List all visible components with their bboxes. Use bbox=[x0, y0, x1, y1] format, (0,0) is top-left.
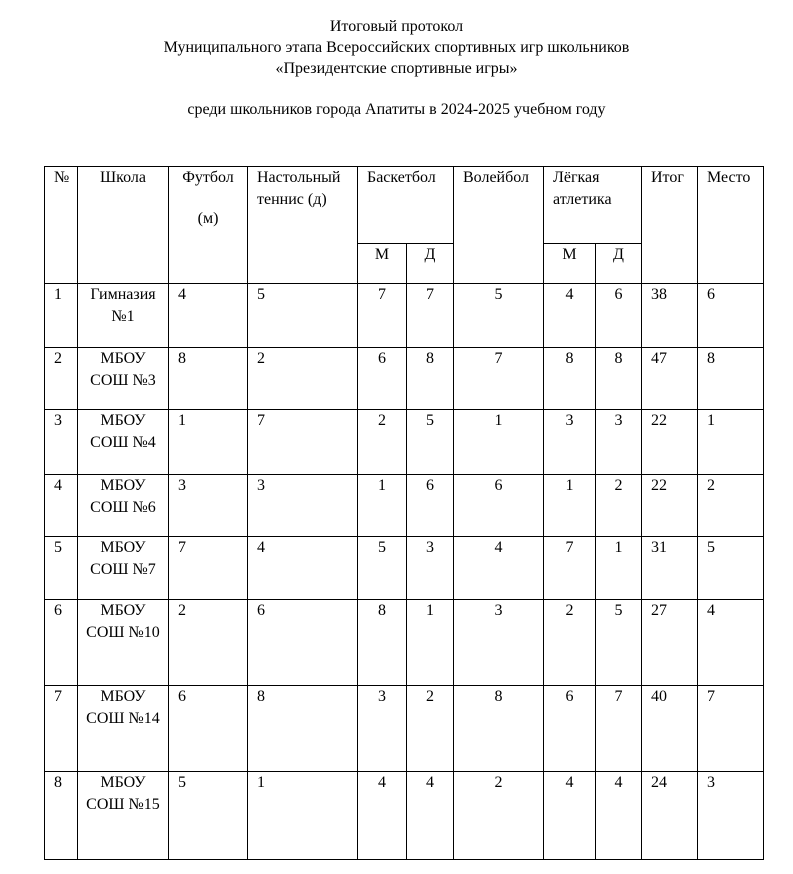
table-row bbox=[45, 284, 764, 348]
cell-place: 6 bbox=[698, 284, 764, 348]
col-header-total: Итог bbox=[642, 167, 698, 284]
cell-basketball-d: 2 bbox=[407, 686, 454, 772]
cell-basketball-m: 4 bbox=[358, 772, 407, 860]
cell-athletics-d: 6 bbox=[596, 284, 642, 348]
cell-athletics-m: 3 bbox=[544, 410, 596, 475]
col-header-volleyball: Волейбол bbox=[454, 167, 544, 284]
cell-tennis: 6 bbox=[248, 600, 358, 686]
table-row bbox=[45, 600, 764, 686]
cell-athletics-m: 4 bbox=[544, 772, 596, 860]
table-row bbox=[45, 475, 764, 537]
cell-tennis: 3 bbox=[248, 475, 358, 537]
protocol-header bbox=[0, 16, 793, 79]
cell-volleyball: 7 bbox=[454, 348, 544, 410]
cell-school: МБОУ СОШ №10 bbox=[78, 600, 169, 686]
header-city-year: среди школьников города Апатиты в 2024-2025 учебном году bbox=[187, 101, 606, 118]
cell-num: 2 bbox=[45, 348, 78, 410]
cell-athletics-d: 3 bbox=[596, 410, 642, 475]
col-header-place: Место bbox=[698, 167, 764, 284]
cell-athletics-d: 8 bbox=[596, 348, 642, 410]
cell-athletics-m: 2 bbox=[544, 600, 596, 686]
cell-volleyball: 1 bbox=[454, 410, 544, 475]
cell-num: 7 bbox=[45, 686, 78, 772]
cell-tennis: 8 bbox=[248, 686, 358, 772]
cell-num: 5 bbox=[45, 537, 78, 600]
cell-athletics-d: 1 bbox=[596, 537, 642, 600]
protocol-subheader bbox=[0, 99, 793, 120]
table-row bbox=[45, 537, 764, 600]
col-header-basketball-m: М bbox=[358, 244, 407, 284]
cell-tennis: 7 bbox=[248, 410, 358, 475]
cell-total: 24 bbox=[642, 772, 698, 860]
cell-athletics-m: 1 bbox=[544, 475, 596, 537]
cell-volleyball: 3 bbox=[454, 600, 544, 686]
table-row bbox=[45, 686, 764, 772]
cell-school: МБОУ СОШ №7 bbox=[78, 537, 169, 600]
table-row bbox=[45, 410, 764, 475]
cell-basketball-d: 6 bbox=[407, 475, 454, 537]
cell-total: 40 bbox=[642, 686, 698, 772]
cell-tennis: 2 bbox=[248, 348, 358, 410]
cell-num: 3 bbox=[45, 410, 78, 475]
header-games-name: «Президентские спортивные игры» bbox=[275, 60, 518, 77]
cell-total: 31 bbox=[642, 537, 698, 600]
cell-athletics-m: 7 bbox=[544, 537, 596, 600]
table-row bbox=[45, 772, 764, 860]
cell-football: 5 bbox=[169, 772, 248, 860]
cell-basketball-d: 7 bbox=[407, 284, 454, 348]
cell-place: 4 bbox=[698, 600, 764, 686]
cell-num: 8 bbox=[45, 772, 78, 860]
cell-total: 27 bbox=[642, 600, 698, 686]
table-header-row bbox=[45, 167, 764, 244]
table-row bbox=[45, 348, 764, 410]
cell-volleyball: 5 bbox=[454, 284, 544, 348]
cell-num: 1 bbox=[45, 284, 78, 348]
cell-school: МБОУ СОШ №4 bbox=[78, 410, 169, 475]
cell-athletics-m: 8 bbox=[544, 348, 596, 410]
cell-football: 4 bbox=[169, 284, 248, 348]
col-header-athletics-m: М bbox=[544, 244, 596, 284]
cell-tennis: 1 bbox=[248, 772, 358, 860]
cell-school: МБОУ СОШ №3 bbox=[78, 348, 169, 410]
col-header-num: № bbox=[45, 167, 78, 284]
cell-football: 2 bbox=[169, 600, 248, 686]
cell-basketball-m: 6 bbox=[358, 348, 407, 410]
cell-football: 3 bbox=[169, 475, 248, 537]
col-header-football-label: Футбол bbox=[182, 169, 234, 186]
cell-basketball-m: 5 bbox=[358, 537, 407, 600]
cell-place: 8 bbox=[698, 348, 764, 410]
results-table bbox=[44, 166, 764, 860]
col-header-athletics: Лёгкая атлетика bbox=[544, 167, 642, 244]
cell-num: 6 bbox=[45, 600, 78, 686]
cell-basketball-d: 4 bbox=[407, 772, 454, 860]
cell-total: 22 bbox=[642, 410, 698, 475]
header-event: Муниципального этапа Всероссийских спортивных игр школьников bbox=[163, 39, 630, 56]
col-header-football bbox=[169, 167, 248, 284]
cell-basketball-m: 7 bbox=[358, 284, 407, 348]
cell-place: 5 bbox=[698, 537, 764, 600]
cell-football: 8 bbox=[169, 348, 248, 410]
col-header-basketball: Баскетбол bbox=[358, 167, 454, 244]
cell-total: 47 bbox=[642, 348, 698, 410]
header-title: Итоговый протокол bbox=[329, 18, 464, 35]
cell-place: 2 bbox=[698, 475, 764, 537]
cell-athletics-d: 4 bbox=[596, 772, 642, 860]
cell-volleyball: 4 bbox=[454, 537, 544, 600]
cell-volleyball: 6 bbox=[454, 475, 544, 537]
cell-school: МБОУ СОШ №6 bbox=[78, 475, 169, 537]
cell-basketball-m: 8 bbox=[358, 600, 407, 686]
cell-athletics-d: 2 bbox=[596, 475, 642, 537]
col-header-athletics-d: Д bbox=[596, 244, 642, 284]
cell-volleyball: 2 bbox=[454, 772, 544, 860]
cell-athletics-m: 6 bbox=[544, 686, 596, 772]
col-header-tennis: Настольный теннис (д) bbox=[248, 167, 358, 284]
cell-volleyball: 8 bbox=[454, 686, 544, 772]
cell-athletics-m: 4 bbox=[544, 284, 596, 348]
cell-num: 4 bbox=[45, 475, 78, 537]
cell-football: 1 bbox=[169, 410, 248, 475]
col-header-football-sub: (м) bbox=[197, 210, 219, 227]
cell-school: Гимназия №1 bbox=[78, 284, 169, 348]
cell-basketball-m: 2 bbox=[358, 410, 407, 475]
cell-basketball-m: 1 bbox=[358, 475, 407, 537]
col-header-school: Школа bbox=[78, 167, 169, 284]
cell-place: 1 bbox=[698, 410, 764, 475]
cell-school: МБОУ СОШ №14 bbox=[78, 686, 169, 772]
cell-basketball-d: 8 bbox=[407, 348, 454, 410]
cell-place: 7 bbox=[698, 686, 764, 772]
cell-total: 22 bbox=[642, 475, 698, 537]
cell-athletics-d: 5 bbox=[596, 600, 642, 686]
cell-football: 7 bbox=[169, 537, 248, 600]
cell-total: 38 bbox=[642, 284, 698, 348]
cell-place: 3 bbox=[698, 772, 764, 860]
cell-tennis: 5 bbox=[248, 284, 358, 348]
cell-school: МБОУ СОШ №15 bbox=[78, 772, 169, 860]
cell-athletics-d: 7 bbox=[596, 686, 642, 772]
cell-basketball-d: 3 bbox=[407, 537, 454, 600]
cell-football: 6 bbox=[169, 686, 248, 772]
cell-basketball-d: 1 bbox=[407, 600, 454, 686]
cell-basketball-m: 3 bbox=[358, 686, 407, 772]
cell-tennis: 4 bbox=[248, 537, 358, 600]
cell-basketball-d: 5 bbox=[407, 410, 454, 475]
col-header-basketball-d: Д bbox=[407, 244, 454, 284]
